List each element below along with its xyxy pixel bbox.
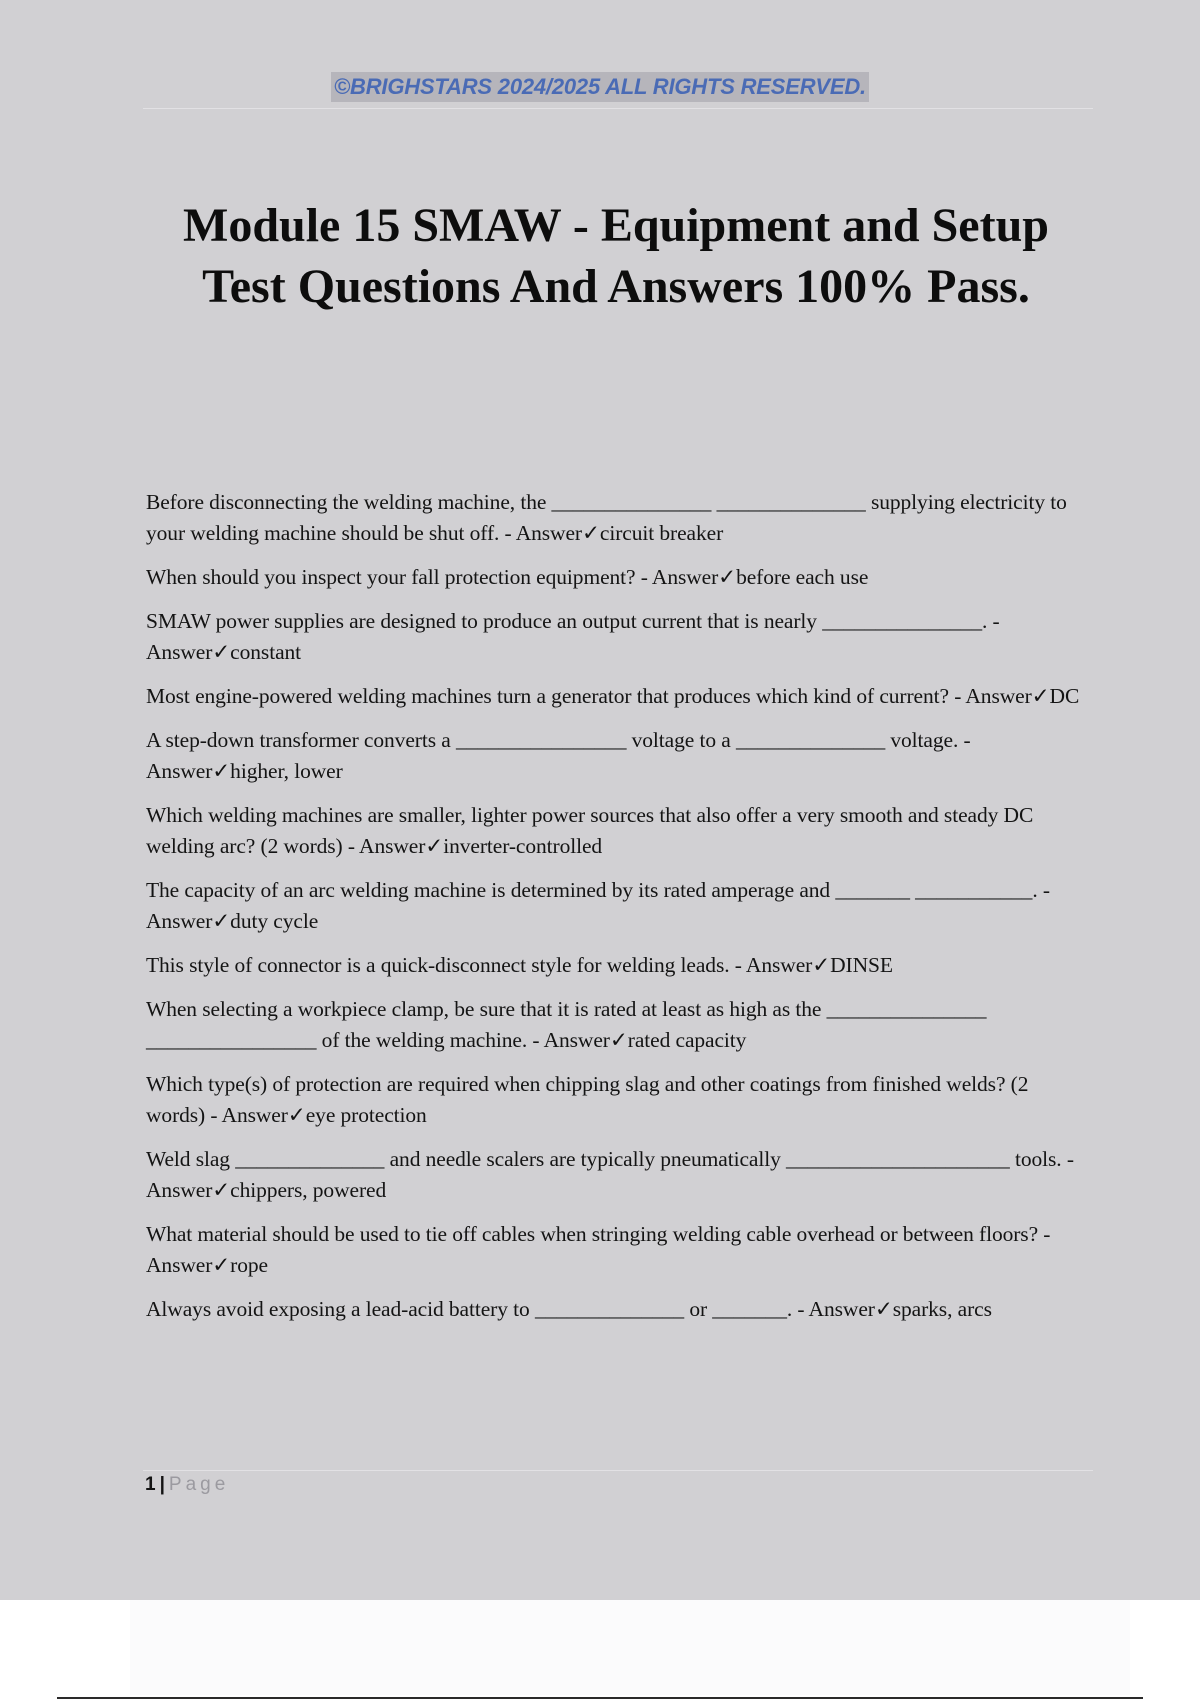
qa-item: This style of connector is a quick-disconnect style for welding leads. - Answer✓DINSE	[146, 953, 893, 977]
title-line-2: Test Questions And Answers 100% Pass.	[202, 260, 1030, 313]
qa-item: When should you inspect your fall protection equipment? - Answer✓before each use	[146, 565, 869, 589]
qa-item: The capacity of an arc welding machine is determined by its rated amperage and _______ ___________. - Answer✓duty cycle	[146, 878, 1050, 933]
footer-divider	[143, 1470, 1093, 1471]
document-title	[100, 195, 1132, 317]
header-divider	[143, 108, 1093, 109]
bottom-divider	[57, 1697, 1143, 1699]
qa-item: A step-down transformer converts a ________________ voltage to a ______________ voltage. - Answer✓higher, lower	[146, 728, 971, 783]
title-line-1: Module 15 SMAW - Equipment and Setup	[183, 199, 1049, 252]
qa-item: Before disconnecting the welding machine, the _______________ ______________ supplying electricity to your welding machine should be shut off. - Answer✓circuit breaker	[146, 490, 1067, 545]
qa-item: Always avoid exposing a lead-acid battery to ______________ or _______. - Answer✓sparks, arcs	[146, 1297, 992, 1321]
copyright-notice: ©BRIGHSTARS 2024/2025 ALL RIGHTS RESERVED.	[331, 72, 869, 102]
header	[0, 72, 1200, 102]
qa-item: Weld slag ______________ and needle scalers are typically pneumatically _____________________ tools. - Answer✓chippers, powered	[146, 1147, 1074, 1202]
page-number: 1	[145, 1474, 156, 1495]
page-label: Page	[168, 1474, 230, 1495]
qa-item: Which type(s) of protection are required when chipping slag and other coatings from finished welds? (2 words) - Answer✓eye protection	[146, 1072, 1029, 1127]
qa-item: Which welding machines are smaller, lighter power sources that also offer a very smooth and steady DC welding arc? (2 words) - Answer✓inverter-controlled	[146, 803, 1034, 858]
next-page-preview	[130, 1600, 1130, 1695]
page-footer	[145, 1474, 229, 1496]
qa-item: Most engine-powered welding machines turn a generator that produces which kind of current? - Answer✓DC	[146, 684, 1080, 708]
question-answer-list	[146, 487, 1091, 1338]
footer-separator: |	[159, 1474, 165, 1495]
qa-item: What material should be used to tie off cables when stringing welding cable overhead or between floors? - Answer✓rope	[146, 1222, 1051, 1277]
qa-item: When selecting a workpiece clamp, be sure that it is rated at least as high as the _______________ ________________ of the welding machine. - Answer✓rated capacity	[146, 997, 987, 1052]
qa-item: SMAW power supplies are designed to produce an output current that is nearly _______________. - Answer✓constant	[146, 609, 1000, 664]
